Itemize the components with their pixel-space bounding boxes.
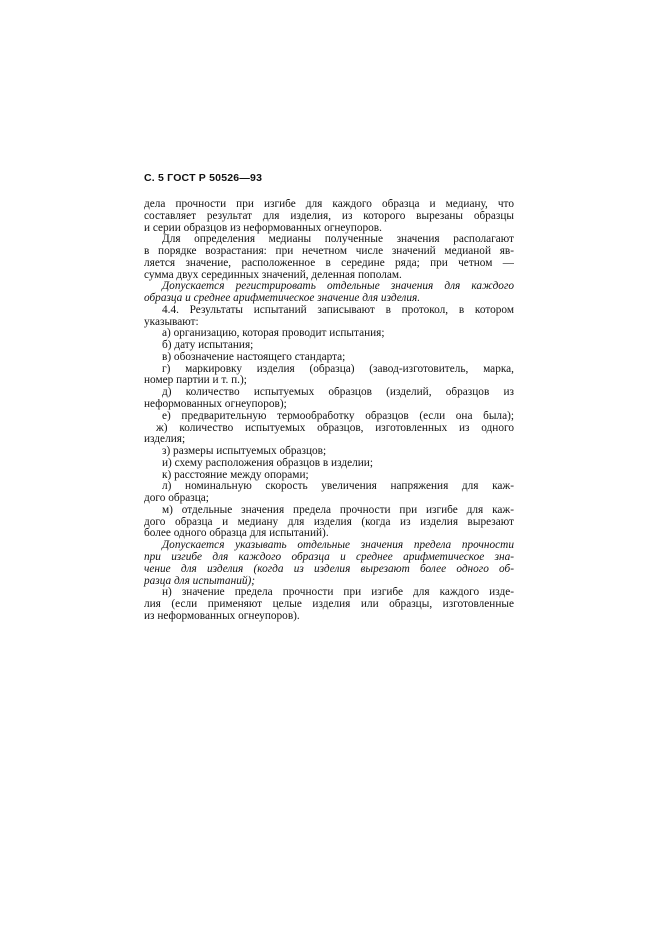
text-line: 4.4. Результаты испытаний записывают в протокол, в котором xyxy=(162,304,514,316)
list-item: м) отдельные значения предела прочности при изгибе для каж- xyxy=(162,504,514,516)
text-line: разца для испытаний); xyxy=(144,574,256,587)
list-item: г) маркировку изделия (образца) (завод-изготовитель, марка, xyxy=(162,363,514,375)
text-line: дела прочности при изгибе для каждого образца и медиану, что xyxy=(144,199,514,210)
list-item: к) расстояние между опорами; xyxy=(162,468,309,481)
text-line: Для определения медианы полученные значения располагают xyxy=(162,234,514,246)
text-line: образца и среднее арифметическое значение для изделия. xyxy=(144,292,421,305)
text-line: и серии образцов из неформованных огнеупоров. xyxy=(144,221,382,234)
text-line: дого образца; xyxy=(144,492,209,505)
text-line: указывают: xyxy=(144,315,199,328)
list-item: д) количество испытуемых образцов (изделий, образцов из xyxy=(162,387,514,399)
text-line: в порядке возрастания: при нечетном числе значений медианой яв- xyxy=(144,246,514,258)
text-line: из неформованных огнеупоров). xyxy=(144,609,300,622)
list-item: з) размеры испытуемых образцов; xyxy=(162,445,327,458)
list-item: а) организацию, которая проводит испытания; xyxy=(162,327,385,340)
list-item: в) обозначение настоящего стандарта; xyxy=(162,350,346,363)
document-body xyxy=(144,199,514,623)
text-line: неформованных огнеупоров); xyxy=(144,398,287,411)
list-item: н) значение предела прочности при изгибе для каждого изде- xyxy=(162,587,514,599)
text-line: ляется значение, расположенное в середине ряда; при четном — xyxy=(144,257,514,269)
text-line: составляет результат для изделия, из которого вырезаны образцы xyxy=(144,210,514,222)
text-line: при изгибе для каждого образца и среднее арифметическое зна- xyxy=(144,551,514,563)
list-item: ж) количество испытуемых образцов, изготовленных из одного xyxy=(156,422,514,434)
text-line: сумма двух серединных значений, деленная пополам. xyxy=(144,268,402,281)
page-header: С. 5 ГОСТ Р 50526—93 xyxy=(144,172,263,184)
text-line: более одного образца для испытаний). xyxy=(144,527,329,540)
text-line: Допускается указывать отдельные значения предела прочности xyxy=(162,540,514,552)
text-line: Допускается регистрировать отдельные значения для каждого xyxy=(162,281,514,293)
list-item: и) схему расположения образцов в изделии; xyxy=(162,456,373,469)
list-item: л) номинальную скорость увеличения напряжения для каж- xyxy=(162,481,514,493)
text-line: чение для изделия (когда из изделия вырезают более одного об- xyxy=(144,563,514,575)
list-item: б) дату испытания; xyxy=(162,339,254,352)
text-line: дого образца и медиану для изделия (когда из изделия вырезают xyxy=(144,516,514,528)
list-item: е) предварительную термообработку образцов (если она была); xyxy=(162,410,514,422)
text-line: номер партии и т. п.); xyxy=(144,374,247,387)
text-line: лия (если применяют целые изделия или образцы, изготовленные xyxy=(144,599,514,611)
text-line: изделия; xyxy=(144,433,186,446)
